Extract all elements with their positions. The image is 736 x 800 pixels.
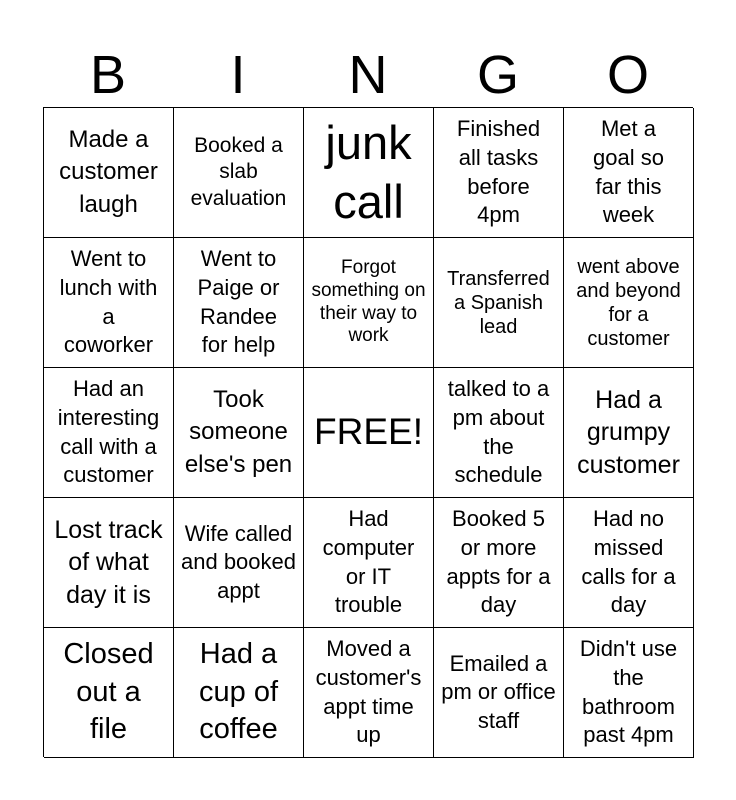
cell-text: Had a cup of coffee bbox=[199, 637, 278, 746]
header-letter-o: O bbox=[606, 45, 649, 105]
header-letter-i: I bbox=[230, 45, 246, 105]
bingo-cell[interactable] bbox=[434, 498, 564, 628]
header-letter-n: N bbox=[348, 45, 388, 105]
cell-text: Made a customer laugh bbox=[59, 125, 158, 218]
cell-text: Closed out a file bbox=[63, 637, 154, 746]
cell-text: Wife called and booked appt bbox=[181, 520, 296, 603]
cell-text: Lost track of what day it is bbox=[54, 515, 163, 609]
cell-text: Transferred a Spanish lead bbox=[447, 267, 550, 338]
bingo-cell[interactable] bbox=[564, 498, 694, 628]
bingo-cell[interactable] bbox=[564, 108, 694, 238]
cell-text: FREE! bbox=[314, 411, 423, 453]
bingo-cell[interactable] bbox=[564, 368, 694, 498]
header-letter-g: G bbox=[476, 45, 519, 105]
cell-text: Moved a customer's appt time up bbox=[315, 636, 422, 748]
bingo-cell[interactable] bbox=[174, 108, 304, 238]
bingo-cell[interactable] bbox=[44, 368, 174, 498]
cell-text: Booked 5 or more appts for a day bbox=[446, 506, 551, 618]
cell-text: Took someone else's pen bbox=[184, 385, 293, 478]
header-letter-b: B bbox=[89, 45, 127, 105]
bingo-cell[interactable] bbox=[434, 628, 564, 758]
cell-text: Went to Paige or Randee for help bbox=[197, 246, 280, 358]
bingo-cell[interactable] bbox=[44, 238, 174, 368]
bingo-board bbox=[43, 107, 693, 757]
bingo-cell[interactable] bbox=[304, 108, 434, 238]
bingo-cell[interactable] bbox=[304, 238, 434, 368]
cell-text: junk call bbox=[325, 115, 412, 228]
cell-text: Didn't use the bathroom past 4pm bbox=[579, 636, 678, 748]
cell-text: Forgot something on their way to work bbox=[311, 256, 426, 347]
cell-text: Had computer or IT trouble bbox=[322, 506, 415, 618]
bingo-cell[interactable] bbox=[564, 628, 694, 758]
cell-text: Had a grumpy customer bbox=[577, 385, 680, 479]
cell-text: Met a goal so far this week bbox=[593, 116, 664, 228]
bingo-header bbox=[43, 44, 693, 106]
cell-text: went above and beyond for a customer bbox=[576, 255, 681, 350]
bingo-cell[interactable] bbox=[564, 238, 694, 368]
bingo-cell[interactable] bbox=[174, 498, 304, 628]
bingo-cell[interactable] bbox=[174, 628, 304, 758]
cell-text: Had an interesting call with a customer bbox=[57, 376, 160, 488]
free-cell[interactable] bbox=[304, 368, 434, 498]
bingo-cell[interactable] bbox=[174, 368, 304, 498]
bingo-cell[interactable] bbox=[304, 498, 434, 628]
cell-text: Finished all tasks before 4pm bbox=[456, 116, 541, 228]
cell-text: Had no missed calls for a day bbox=[581, 506, 676, 618]
cell-text: talked to a pm about the schedule bbox=[447, 376, 550, 488]
cell-text: Emailed a pm or office staff bbox=[441, 650, 556, 733]
bingo-cell[interactable] bbox=[434, 108, 564, 238]
bingo-cell[interactable] bbox=[304, 628, 434, 758]
bingo-cell[interactable] bbox=[44, 108, 174, 238]
cell-text: Booked a slab evaluation bbox=[190, 134, 287, 210]
bingo-cell[interactable] bbox=[174, 238, 304, 368]
bingo-cell[interactable] bbox=[44, 628, 174, 758]
bingo-cell[interactable] bbox=[44, 498, 174, 628]
bingo-cell[interactable] bbox=[434, 238, 564, 368]
cell-text: Went to lunch with a coworker bbox=[59, 246, 158, 358]
bingo-cell[interactable] bbox=[434, 368, 564, 498]
